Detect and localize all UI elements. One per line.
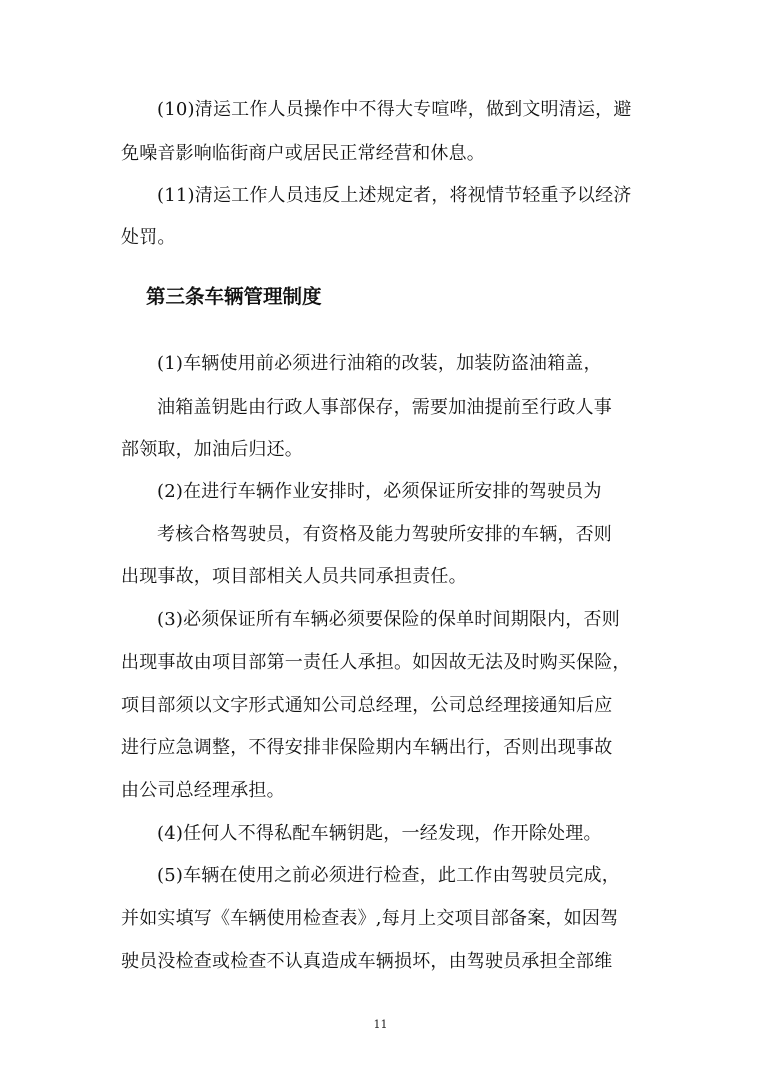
clause-2-line-1: (2)在进行车辆作业安排时，必须保证所安排的驾驶员为: [157, 481, 602, 502]
clause-1-line-2: 油箱盖钥匙由行政人事部保存，需要加油提前至行政人事: [157, 397, 612, 418]
paragraph-10-line-1: (10)清运工作人员操作中不得大专喧哗，做到文明清运，避: [157, 99, 632, 120]
clause-1-line-1: (1)车辆使用前必须进行油箱的改装，加装防盗油箱盖，: [157, 353, 602, 374]
clause-3-line-1: (3)必须保证所有车辆必须要保险的保单时间期限内，否则: [157, 609, 620, 630]
clause-3-line-5: 由公司总经理承担。: [121, 780, 285, 801]
section-heading: 第三条车辆管理制度: [146, 285, 322, 308]
paragraph-11-line-2: 处罚。: [121, 227, 176, 248]
clause-2-line-3: 出现事故，项目部相关人员共同承担责任。: [121, 566, 467, 587]
page-number: 11: [373, 1018, 388, 1031]
clause-2-line-2: 考核合格驾驶员，有资格及能力驾驶所安排的车辆，否则: [157, 524, 612, 545]
clause-3-line-2: 出现事故由项目部第一责任人承担。如因故无法及时购买保险，: [121, 652, 631, 673]
paragraph-10-line-2: 免噪音影响临街商户或居民正常经营和休息。: [121, 143, 485, 164]
clause-4-line-1: (4)任何人不得私配车辆钥匙，一经发现，作开除处理。: [157, 823, 602, 844]
clause-5-line-2: 并如实填写《车辆使用检查表》,每月上交项目部备案，如因驾: [121, 908, 619, 929]
paragraph-11-line-1: (11)清运工作人员违反上述规定者，将视情节轻重予以经济: [157, 185, 632, 206]
clause-5-line-1: (5)车辆在使用之前必须进行检查，此工作由驾驶员完成，: [157, 865, 620, 886]
clause-5-line-3: 驶员没检查或检查不认真造成车辆损坏，由驾驶员承担全部维: [121, 951, 613, 972]
clause-3-line-3: 项目部须以文字形式通知公司总经理，公司总经理接通知后应: [121, 695, 613, 716]
clause-1-line-3: 部领取，加油后归还。: [121, 439, 303, 460]
clause-3-line-4: 进行应急调整，不得安排非保险期内车辆出行，否则出现事故: [121, 737, 613, 758]
